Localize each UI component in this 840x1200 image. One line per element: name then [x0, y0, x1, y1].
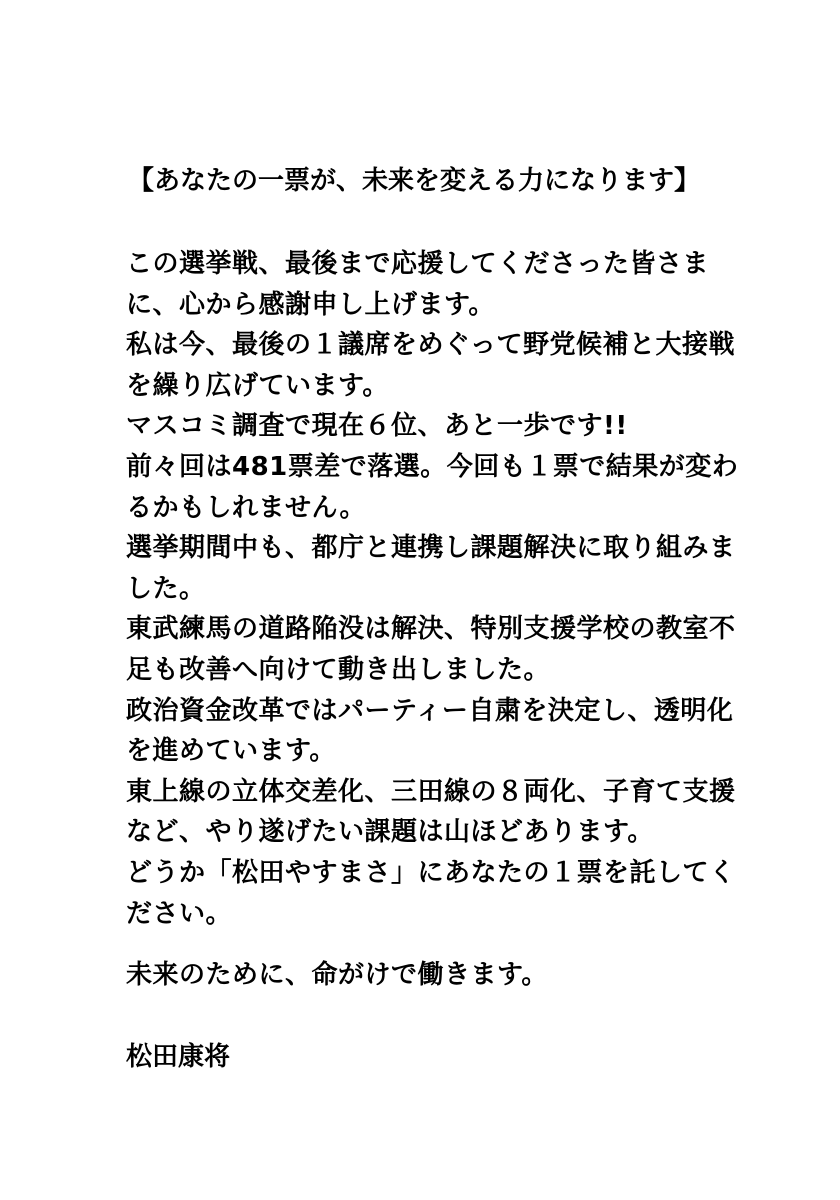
body-line: 前々回は481票差で落選。今回も１票で結果が変わ — [126, 451, 739, 482]
body-line: した。 — [126, 573, 206, 604]
body-line: 選挙期間中も、都庁と連携し課題解決に取り組みま — [126, 533, 736, 564]
body-line: を繰り広げています。 — [126, 370, 389, 401]
body-line: るかもしれません。 — [126, 492, 367, 523]
document-title: 【あなたの一票が、未来を変える力になります】 — [128, 166, 701, 196]
body-line: を進めています。 — [126, 736, 336, 767]
body-line: この選挙戦、最後まで応援してくださった皆さま — [126, 249, 710, 279]
body-line: 政治資金改革ではパーティー自粛を決定し、透明化 — [126, 695, 734, 726]
body-line: など、やり遂げたい課題は山ほどあります。 — [126, 817, 654, 848]
body-line: 東武練馬の道路陥没は解決、特別支援学校の教室不 — [126, 614, 736, 645]
body-line: ださい。 — [126, 898, 233, 929]
body-line: 私は今、最後の１議席をめぐって野党候補と大接戦 — [126, 330, 735, 361]
message-body — [126, 244, 738, 934]
body-line: 足も改善へ向けて動き出しました。 — [126, 654, 551, 685]
body-line: に、心から感謝申し上げます。 — [126, 289, 495, 320]
body-line: 東上線の立体交差化、三田線の８両化、子育て支援 — [126, 776, 736, 807]
signature: 松田康将 — [126, 1042, 231, 1072]
closing-statement: 未来のために、命がけで働きます。 — [126, 960, 548, 990]
body-line: マスコミ調査で現在６位、あと一歩です!! — [126, 411, 628, 442]
body-line: どうか「松田やすまさ」にあなたの１票を託してく — [126, 857, 736, 888]
